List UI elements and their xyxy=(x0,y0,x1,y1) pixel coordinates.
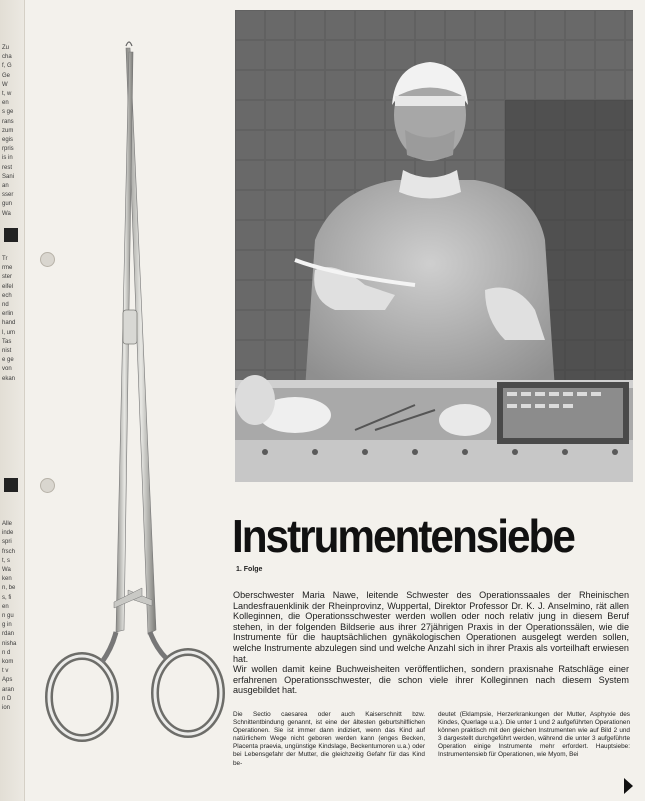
intro-paragraph: Oberschwester Maria Nawe, leitende Schwester des Operationssaales der Rheinischen Landesfrauenklinik der Rheinprovinz, Wuppertal, Direktor Professor Dr. K. J. Anselmino, rät allen Kolleginnen, die Operationsschwester werden wollen oder noch relativ jung in diesem Beruf stehen, in der folgenden Bildserie aus ihrer 27jährigen Praxis in der Operationssälen, wie die Instrumente für die hauptsächlichen gynäkologischen Operationen ausgelegt werden sollen, welche Instrumente abzulegen sind und welche Anzahl sich in ihrer Praxis als vorteilhaft erwiesen hat. xyxy=(233,590,629,664)
fragment-text: n gu xyxy=(2,613,14,619)
fragment-text: ken xyxy=(2,576,12,583)
fragment-text: n d xyxy=(2,649,11,656)
fragment-text: g in xyxy=(2,622,12,629)
fragment-text: spri xyxy=(2,539,12,546)
fragment-text: zum xyxy=(2,127,14,134)
fragment-text: rpris xyxy=(2,146,14,153)
series-label: 1. Folge xyxy=(236,566,263,573)
fragment-text: n, be xyxy=(2,585,16,592)
fragment-text: nd xyxy=(2,302,9,308)
fragment-text: eifel xyxy=(2,283,14,290)
fragment-text: egis xyxy=(2,137,14,143)
body-column-right xyxy=(438,711,630,760)
fragment-text: is in xyxy=(2,155,13,162)
nurse-photo xyxy=(235,10,633,482)
fragment-text: ech xyxy=(2,292,12,299)
surgical-clamp-illustration xyxy=(30,30,230,770)
fragment-text: t, s xyxy=(2,557,11,564)
fragment-text: Aps xyxy=(2,677,13,684)
fragment-text: ion xyxy=(2,705,11,711)
intro-paragraph: Wir wollen damit keine Buchweisheiten veröffentlichen, sondern praxisnahe Ratschläge einer erfahrenen Operationsschwester, die schon viele ihrer Kolleginnen nach diesem System ausgebildet hat. xyxy=(233,664,629,696)
fragment-text: ekan xyxy=(2,375,16,382)
fragment-text: aran xyxy=(2,686,15,693)
previous-page-edge xyxy=(0,0,25,801)
fragment-text: e ge xyxy=(2,357,14,364)
fragment-text: s ge xyxy=(2,109,14,116)
fragment-text: s, fi xyxy=(2,594,12,601)
fragment-text: an xyxy=(2,183,9,189)
fragment-text: Zu xyxy=(2,45,10,51)
fragment-text: Tr xyxy=(2,256,8,262)
fragment-text: Ge xyxy=(2,72,11,79)
fragment-text: erlin xyxy=(2,311,14,318)
fragment-text: gun xyxy=(2,201,13,208)
fragment-text: l, um xyxy=(2,329,16,336)
fragment-text: Alle xyxy=(2,521,13,527)
fragment-text: t, w xyxy=(2,91,12,97)
fragment-text: rdan xyxy=(2,631,15,638)
fragment-text: rme xyxy=(2,265,13,272)
fragment-text: rans xyxy=(2,118,14,125)
fragment-text: ster xyxy=(2,274,13,281)
fragment-text: en xyxy=(2,100,9,107)
continue-arrow-icon xyxy=(624,778,633,794)
fragment-text: nist xyxy=(2,348,12,354)
fragment-text: sser xyxy=(2,192,14,199)
fragment-text: inde xyxy=(2,530,14,537)
fragment-text: W xyxy=(2,81,8,88)
fragment-text: en xyxy=(2,603,9,610)
fragment-text: f, G xyxy=(2,63,12,70)
fragment-text: frsch xyxy=(2,548,16,555)
fragment-text: Wa xyxy=(2,567,11,573)
fragment-text: nisha xyxy=(2,640,17,647)
fragment-text: Sani xyxy=(2,173,15,180)
body-text: Die Sectio caesarea oder auch Kaiserschnitt bzw. Schnittentbindung genannt, ist eine der ältesten geburtshilflichen Operationen. Sie ist immer dann indiziert, wenn das Kind auf natürlichem Wege nicht geboren werden kann (enges Becken, Placenta praevia, ungünstige Kindslage, Beckentumoren u.a.) oder bei Lebensgefahr der Mutter, die gleichzeitig Gefahr für das Kind be- xyxy=(233,711,425,767)
fragment-text: Wa xyxy=(2,210,11,217)
intro-text xyxy=(233,590,629,696)
headline: Instrumentensiebe xyxy=(232,510,574,562)
fragment-image xyxy=(4,228,18,242)
body-column-left xyxy=(233,711,425,768)
fragment-text: n D xyxy=(2,695,12,702)
fragment-text: t v xyxy=(2,668,9,675)
fragment-text: von xyxy=(2,366,12,373)
fragment-text: cha xyxy=(2,54,12,61)
fragment-text: hand xyxy=(2,320,16,327)
fragment-text: rest xyxy=(2,164,13,171)
fragment-image xyxy=(4,478,18,492)
body-text: deutet (Eklampsie, Herzerkrankungen der Mutter, Asphyxie des Kindes, Querlage u.a.). Die unter 1 und 2 aufgeführten Operationen können praktisch mit den gleichen Instrumenten wie auf Bild 2 und 3 dargestellt durchgeführt werden, während die unter 3 aufgeführte Operation einige Instrumente mehr erfordert. Hauptsiebe: Instrumentensieb für Operationen, wie Myom, Bei xyxy=(438,711,630,759)
fragment-text: kom xyxy=(2,659,14,665)
fragment-text: Tas xyxy=(2,338,12,345)
